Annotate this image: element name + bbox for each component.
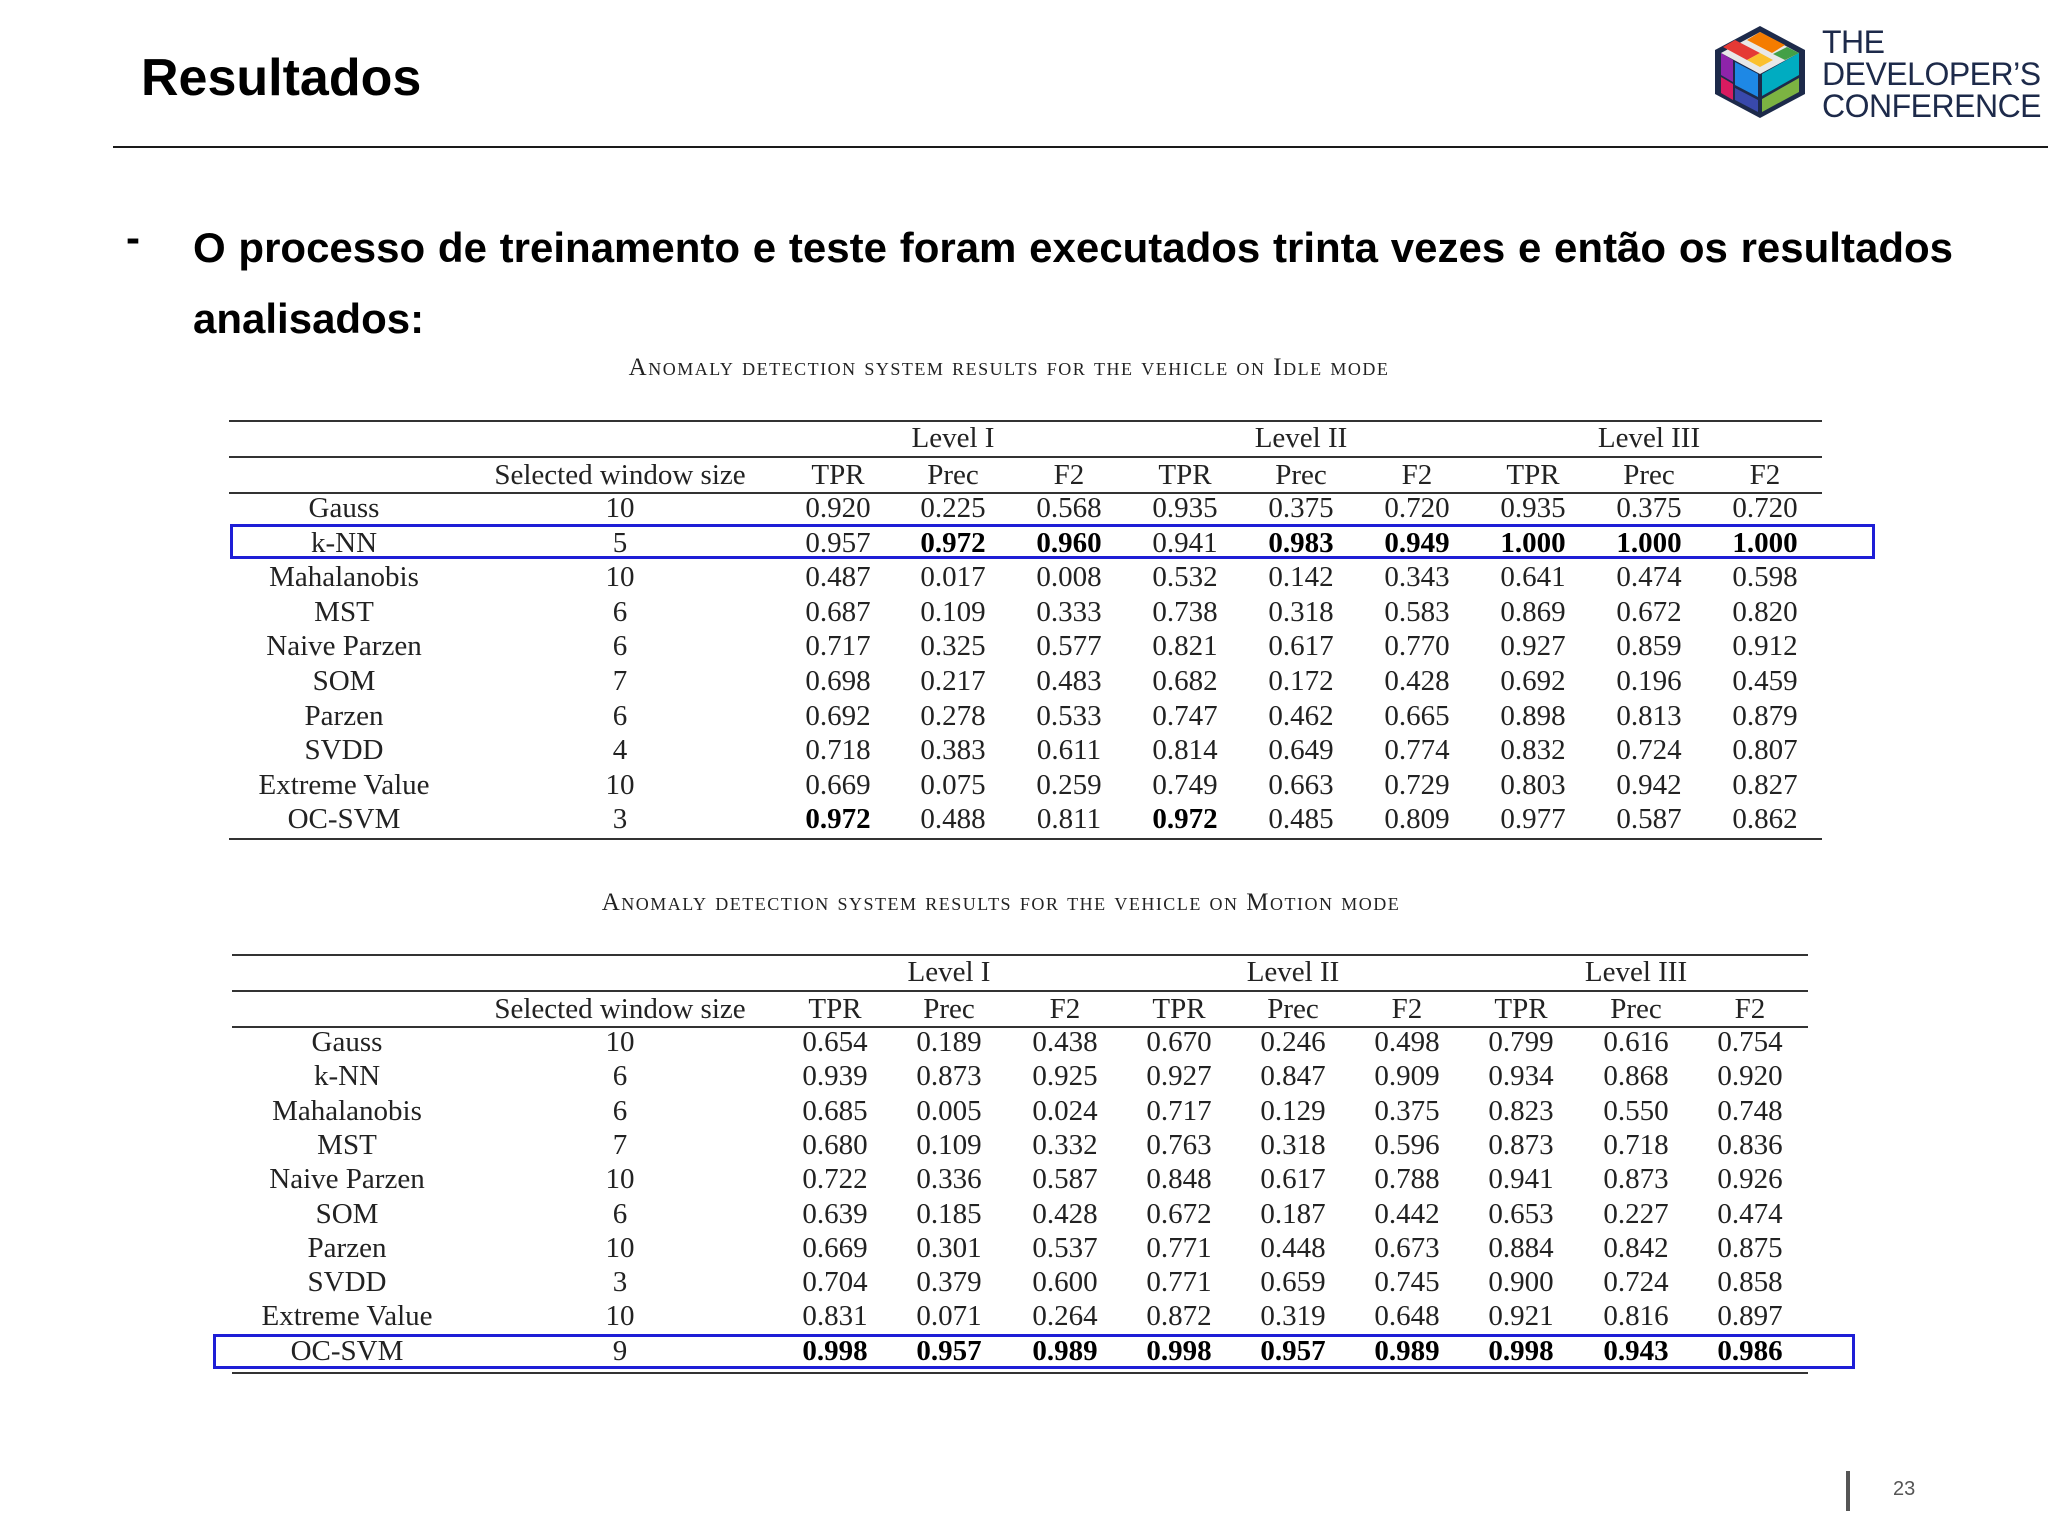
- metric-value: 0.926: [1717, 1163, 1783, 1196]
- column-header: TPR: [1152, 993, 1206, 1025]
- metric-value: 0.729: [1384, 768, 1450, 801]
- window-size: 10: [605, 1300, 635, 1333]
- bullet-marker: -: [126, 214, 140, 261]
- metric-value: 0.685: [802, 1094, 868, 1127]
- metric-value: 0.474: [1616, 561, 1682, 594]
- metric-value: 0.998: [1146, 1334, 1212, 1367]
- metric-value: 0.754: [1717, 1026, 1783, 1058]
- metric-value: 0.225: [920, 492, 986, 524]
- column-header: Prec: [1267, 993, 1319, 1025]
- metric-value: 0.745: [1374, 1266, 1440, 1299]
- metric-value: 0.142: [1268, 561, 1334, 594]
- metric-value: 0.821: [1152, 630, 1218, 663]
- metric-value: 0.024: [1032, 1094, 1098, 1127]
- metric-value: 0.820: [1732, 595, 1798, 628]
- metric-value: 0.318: [1260, 1128, 1326, 1161]
- metric-value: 0.998: [802, 1334, 868, 1367]
- metric-value: 0.934: [1488, 1060, 1554, 1093]
- highlight-box-ocsvm-motion: [213, 1334, 1855, 1369]
- metric-value: 0.873: [1488, 1128, 1554, 1161]
- metric-value: 0.898: [1500, 699, 1566, 732]
- column-header: F2: [1049, 993, 1081, 1025]
- method-name: Naive Parzen: [269, 1163, 425, 1196]
- metric-value: 0.663: [1268, 768, 1334, 801]
- window-size: 7: [612, 665, 628, 697]
- table-rule: [229, 420, 1822, 422]
- column-header: Selected window size: [494, 459, 746, 491]
- metric-value: 0.259: [1036, 768, 1102, 801]
- metric-value: 0.318: [1268, 595, 1334, 628]
- metric-value: 0.278: [920, 699, 986, 732]
- metric-value: 0.943: [1603, 1334, 1669, 1367]
- method-name: Parzen: [304, 699, 384, 732]
- metric-value: 0.665: [1384, 699, 1450, 732]
- table-rule: [229, 456, 1822, 458]
- metric-value: 0.488: [920, 803, 986, 836]
- metric-value: 0.912: [1732, 630, 1798, 663]
- metric-value: 0.017: [920, 561, 986, 594]
- window-size: 10: [605, 492, 635, 524]
- metric-value: 0.669: [805, 768, 871, 801]
- metric-value: 0.859: [1616, 630, 1682, 663]
- metric-value: 0.998: [1488, 1334, 1554, 1367]
- level-header: Level I: [907, 956, 991, 988]
- metric-value: 0.189: [916, 1026, 982, 1058]
- highlight-box-knn-idle: [230, 524, 1875, 559]
- column-header: F2: [1053, 459, 1085, 491]
- metric-value: 0.720: [1384, 492, 1450, 524]
- metric-value: 0.687: [805, 595, 871, 628]
- logo-line-2: DEVELOPER’S: [1822, 56, 2041, 92]
- table-rule: [229, 492, 1822, 494]
- metric-value: 0.738: [1152, 595, 1218, 628]
- metric-value: 0.831: [802, 1300, 868, 1333]
- metric-value: 0.692: [805, 699, 871, 732]
- column-header: Prec: [923, 993, 975, 1025]
- metric-value: 0.246: [1260, 1026, 1326, 1058]
- metric-value: 0.983: [1268, 526, 1334, 559]
- column-header: F2: [1401, 459, 1433, 491]
- metric-value: 0.474: [1717, 1197, 1783, 1230]
- method-name: Gauss: [311, 1026, 383, 1058]
- metric-value: 0.920: [1717, 1060, 1783, 1093]
- metric-value: 0.972: [1152, 803, 1218, 836]
- metric-value: 0.816: [1603, 1300, 1669, 1333]
- metric-value: 0.957: [1260, 1334, 1326, 1367]
- metric-value: 0.771: [1146, 1266, 1212, 1299]
- metric-value: 0.842: [1603, 1231, 1669, 1264]
- window-size: 10: [605, 1026, 635, 1058]
- metric-value: 0.617: [1268, 630, 1334, 663]
- method-name: SOM: [315, 1197, 379, 1230]
- metric-value: 0.648: [1374, 1300, 1440, 1333]
- window-size: 6: [612, 595, 628, 628]
- column-header: Prec: [1610, 993, 1662, 1025]
- metric-value: 0.319: [1260, 1300, 1326, 1333]
- window-size: 4: [612, 734, 628, 767]
- metric-value: 1.000: [1500, 526, 1566, 559]
- method-name: SVDD: [307, 1266, 387, 1299]
- metric-value: 0.832: [1500, 734, 1566, 767]
- window-size: 3: [612, 1266, 628, 1299]
- method-name: OC-SVM: [290, 1334, 404, 1367]
- metric-value: 0.172: [1268, 665, 1334, 697]
- window-size: 7: [612, 1128, 628, 1161]
- metric-value: 0.941: [1488, 1163, 1554, 1196]
- metric-value: 0.814: [1152, 734, 1218, 767]
- method-name: Mahalanobis: [272, 1094, 422, 1127]
- metric-value: 0.722: [802, 1163, 868, 1196]
- metric-value: 0.672: [1616, 595, 1682, 628]
- level-header: Level III: [1584, 956, 1688, 988]
- column-header: F2: [1734, 993, 1766, 1025]
- metric-value: 0.008: [1036, 561, 1102, 594]
- metric-value: 0.459: [1732, 665, 1798, 697]
- metric-value: 0.858: [1717, 1266, 1783, 1299]
- method-name: Naive Parzen: [266, 630, 422, 663]
- metric-value: 0.724: [1603, 1266, 1669, 1299]
- metric-value: 0.920: [805, 492, 871, 524]
- method-name: SOM: [312, 665, 376, 697]
- metric-value: 0.577: [1036, 630, 1102, 663]
- column-header: F2: [1749, 459, 1781, 491]
- column-header: Prec: [927, 459, 979, 491]
- table-rule: [232, 954, 1808, 956]
- metric-value: 0.375: [1268, 492, 1334, 524]
- metric-value: 0.939: [802, 1060, 868, 1093]
- metric-value: 0.462: [1268, 699, 1334, 732]
- metric-value: 0.823: [1488, 1094, 1554, 1127]
- metric-value: 0.813: [1616, 699, 1682, 732]
- metric-value: 0.617: [1260, 1163, 1326, 1196]
- metric-value: 0.071: [916, 1300, 982, 1333]
- metric-value: 0.875: [1717, 1231, 1783, 1264]
- metric-value: 0.941: [1152, 526, 1218, 559]
- metric-value: 0.827: [1732, 768, 1798, 801]
- metric-value: 0.897: [1717, 1300, 1783, 1333]
- level-header: Level I: [911, 422, 995, 454]
- metric-value: 0.680: [802, 1128, 868, 1161]
- metric-value: 0.537: [1032, 1231, 1098, 1264]
- metric-value: 0.718: [1603, 1128, 1669, 1161]
- metric-value: 0.596: [1374, 1128, 1440, 1161]
- table-caption-motion: Anomaly detection system results for the vehicle on Motion mode: [601, 889, 1401, 916]
- metric-value: 0.498: [1374, 1026, 1440, 1058]
- metric-value: 0.487: [805, 561, 871, 594]
- column-header: TPR: [1494, 993, 1548, 1025]
- metric-value: 0.301: [916, 1231, 982, 1264]
- metric-value: 0.836: [1717, 1128, 1783, 1161]
- column-header: Prec: [1623, 459, 1675, 491]
- conference-logo: [1705, 22, 2045, 122]
- metric-value: 0.704: [802, 1266, 868, 1299]
- metric-value: 0.641: [1500, 561, 1566, 594]
- metric-value: 0.925: [1032, 1060, 1098, 1093]
- metric-value: 0.325: [920, 630, 986, 663]
- table-rule: [232, 1026, 1808, 1028]
- metric-value: 0.649: [1268, 734, 1334, 767]
- metric-value: 0.611: [1036, 734, 1102, 767]
- metric-value: 0.109: [920, 595, 986, 628]
- metric-value: 0.698: [805, 665, 871, 697]
- window-size: 10: [605, 1231, 635, 1264]
- metric-value: 0.669: [802, 1231, 868, 1264]
- table-rule: [229, 838, 1822, 840]
- metric-value: 0.942: [1616, 768, 1682, 801]
- metric-value: 0.639: [802, 1197, 868, 1230]
- metric-value: 0.986: [1717, 1334, 1783, 1367]
- metric-value: 0.583: [1384, 595, 1450, 628]
- metric-value: 0.187: [1260, 1197, 1326, 1230]
- metric-value: 0.264: [1032, 1300, 1098, 1333]
- metric-value: 0.868: [1603, 1060, 1669, 1093]
- column-header: TPR: [1506, 459, 1560, 491]
- method-name: k-NN: [310, 526, 378, 559]
- method-name: Mahalanobis: [269, 561, 419, 594]
- metric-value: 0.960: [1036, 526, 1102, 559]
- window-size: 6: [612, 1197, 628, 1230]
- metric-value: 0.659: [1260, 1266, 1326, 1299]
- metric-value: 0.129: [1260, 1094, 1326, 1127]
- metric-value: 0.343: [1384, 561, 1450, 594]
- method-name: Extreme Value: [258, 768, 430, 801]
- metric-value: 0.770: [1384, 630, 1450, 663]
- metric-value: 0.673: [1374, 1231, 1440, 1264]
- metric-value: 0.717: [805, 630, 871, 663]
- metric-value: 0.533: [1036, 699, 1102, 732]
- window-size: 6: [612, 699, 628, 732]
- metric-value: 0.075: [920, 768, 986, 801]
- metric-value: 0.448: [1260, 1231, 1326, 1264]
- method-name: Gauss: [308, 492, 380, 524]
- window-size: 10: [605, 1163, 635, 1196]
- column-header: TPR: [1158, 459, 1212, 491]
- metric-value: 0.672: [1146, 1197, 1212, 1230]
- metric-value: 0.333: [1036, 595, 1102, 628]
- metric-value: 0.935: [1500, 492, 1566, 524]
- metric-value: 0.909: [1374, 1060, 1440, 1093]
- metric-value: 0.718: [805, 734, 871, 767]
- table-caption-idle: Anomaly detection system results for the vehicle on Idle mode: [628, 354, 1390, 381]
- metric-value: 0.927: [1500, 630, 1566, 663]
- column-header: Prec: [1275, 459, 1327, 491]
- metric-value: 0.227: [1603, 1197, 1669, 1230]
- metric-value: 0.682: [1152, 665, 1218, 697]
- cube-logo-icon: [1705, 22, 1815, 122]
- metric-value: 0.438: [1032, 1026, 1098, 1058]
- metric-value: 0.811: [1036, 803, 1102, 836]
- metric-value: 0.771: [1146, 1231, 1212, 1264]
- window-size: 6: [612, 1060, 628, 1093]
- logo-line-3: CONFERENCE: [1822, 88, 2042, 124]
- metric-value: 0.670: [1146, 1026, 1212, 1058]
- window-size: 6: [612, 1094, 628, 1127]
- page-number: 23: [1893, 1478, 1916, 1500]
- metric-value: 0.653: [1488, 1197, 1554, 1230]
- metric-value: 0.803: [1500, 768, 1566, 801]
- metric-value: 0.935: [1152, 492, 1218, 524]
- metric-value: 0.332: [1032, 1128, 1098, 1161]
- metric-value: 0.383: [920, 734, 986, 767]
- metric-value: 0.485: [1268, 803, 1334, 836]
- metric-value: 0.598: [1732, 561, 1798, 594]
- window-size: 10: [605, 561, 635, 594]
- window-size: 6: [612, 630, 628, 663]
- column-header: TPR: [811, 459, 865, 491]
- method-name: Extreme Value: [261, 1300, 433, 1333]
- metric-value: 0.807: [1732, 734, 1798, 767]
- metric-value: 0.428: [1032, 1197, 1098, 1230]
- metric-value: 0.336: [916, 1163, 982, 1196]
- logo-wordmark: [1822, 26, 2041, 122]
- logo-line-1: THE: [1822, 24, 1885, 60]
- metric-value: 0.748: [1717, 1094, 1783, 1127]
- metric-value: 0.809: [1384, 803, 1450, 836]
- metric-value: 0.799: [1488, 1026, 1554, 1058]
- metric-value: 0.884: [1488, 1231, 1554, 1264]
- metric-value: 0.900: [1488, 1266, 1554, 1299]
- method-name: SVDD: [304, 734, 384, 767]
- method-name: MST: [317, 1128, 377, 1161]
- column-header: TPR: [808, 993, 862, 1025]
- metric-value: 0.587: [1032, 1163, 1098, 1196]
- metric-value: 0.879: [1732, 699, 1798, 732]
- metric-value: 0.989: [1374, 1334, 1440, 1367]
- metric-value: 0.720: [1732, 492, 1798, 524]
- metric-value: 0.847: [1260, 1060, 1326, 1093]
- metric-value: 0.379: [916, 1266, 982, 1299]
- metric-value: 0.949: [1384, 526, 1450, 559]
- page-number-bar: [1846, 1471, 1850, 1511]
- metric-value: 0.977: [1500, 803, 1566, 836]
- method-name: OC-SVM: [287, 803, 401, 836]
- metric-value: 0.921: [1488, 1300, 1554, 1333]
- metric-value: 1.000: [1616, 526, 1682, 559]
- method-name: k-NN: [313, 1060, 381, 1093]
- metric-value: 0.217: [920, 665, 986, 697]
- method-name: Parzen: [307, 1231, 387, 1264]
- window-size: 10: [605, 768, 635, 801]
- metric-value: 0.428: [1384, 665, 1450, 697]
- metric-value: 0.185: [916, 1197, 982, 1230]
- metric-value: 0.616: [1603, 1026, 1669, 1058]
- metric-value: 0.872: [1146, 1300, 1212, 1333]
- metric-value: 0.600: [1032, 1266, 1098, 1299]
- metric-value: 0.957: [805, 526, 871, 559]
- metric-value: 1.000: [1732, 526, 1798, 559]
- metric-value: 0.568: [1036, 492, 1102, 524]
- metric-value: 0.196: [1616, 665, 1682, 697]
- table-rule: [232, 990, 1808, 992]
- metric-value: 0.972: [920, 526, 986, 559]
- metric-value: 0.927: [1146, 1060, 1212, 1093]
- bullet-text: O processo de treinamento e teste foram executados trinta vezes e então os resultados analisados:: [193, 224, 1953, 342]
- metric-value: 0.692: [1500, 665, 1566, 697]
- table-rule: [232, 1372, 1808, 1374]
- metric-value: 0.989: [1032, 1334, 1098, 1367]
- window-size: 9: [612, 1334, 628, 1367]
- level-header: Level II: [1246, 956, 1340, 988]
- metric-value: 0.532: [1152, 561, 1218, 594]
- metric-value: 0.873: [1603, 1163, 1669, 1196]
- title-divider: [113, 146, 2048, 148]
- metric-value: 0.483: [1036, 665, 1102, 697]
- metric-value: 0.005: [916, 1094, 982, 1127]
- method-name: MST: [314, 595, 374, 628]
- level-header: Level III: [1597, 422, 1701, 454]
- results-table-idle: [229, 418, 1822, 843]
- metric-value: 0.848: [1146, 1163, 1212, 1196]
- metric-value: 0.873: [916, 1060, 982, 1093]
- metric-value: 0.763: [1146, 1128, 1212, 1161]
- window-size: 5: [612, 526, 628, 559]
- metric-value: 0.869: [1500, 595, 1566, 628]
- metric-value: 0.749: [1152, 768, 1218, 801]
- metric-value: 0.862: [1732, 803, 1798, 836]
- column-header: Selected window size: [494, 993, 746, 1025]
- metric-value: 0.972: [805, 803, 871, 836]
- metric-value: 0.587: [1616, 803, 1682, 836]
- level-header: Level II: [1254, 422, 1348, 454]
- metric-value: 0.375: [1374, 1094, 1440, 1127]
- metric-value: 0.747: [1152, 699, 1218, 732]
- metric-value: 0.654: [802, 1026, 868, 1058]
- metric-value: 0.550: [1603, 1094, 1669, 1127]
- slide-title: Resultados: [141, 49, 422, 107]
- metric-value: 0.717: [1146, 1094, 1212, 1127]
- column-header: F2: [1391, 993, 1423, 1025]
- metric-value: 0.774: [1384, 734, 1450, 767]
- window-size: 3: [612, 803, 628, 836]
- metric-value: 0.109: [916, 1128, 982, 1161]
- metric-value: 0.724: [1616, 734, 1682, 767]
- metric-value: 0.957: [916, 1334, 982, 1367]
- metric-value: 0.788: [1374, 1163, 1440, 1196]
- results-table-motion: [232, 952, 1808, 1377]
- metric-value: 0.442: [1374, 1197, 1440, 1230]
- metric-value: 0.375: [1616, 492, 1682, 524]
